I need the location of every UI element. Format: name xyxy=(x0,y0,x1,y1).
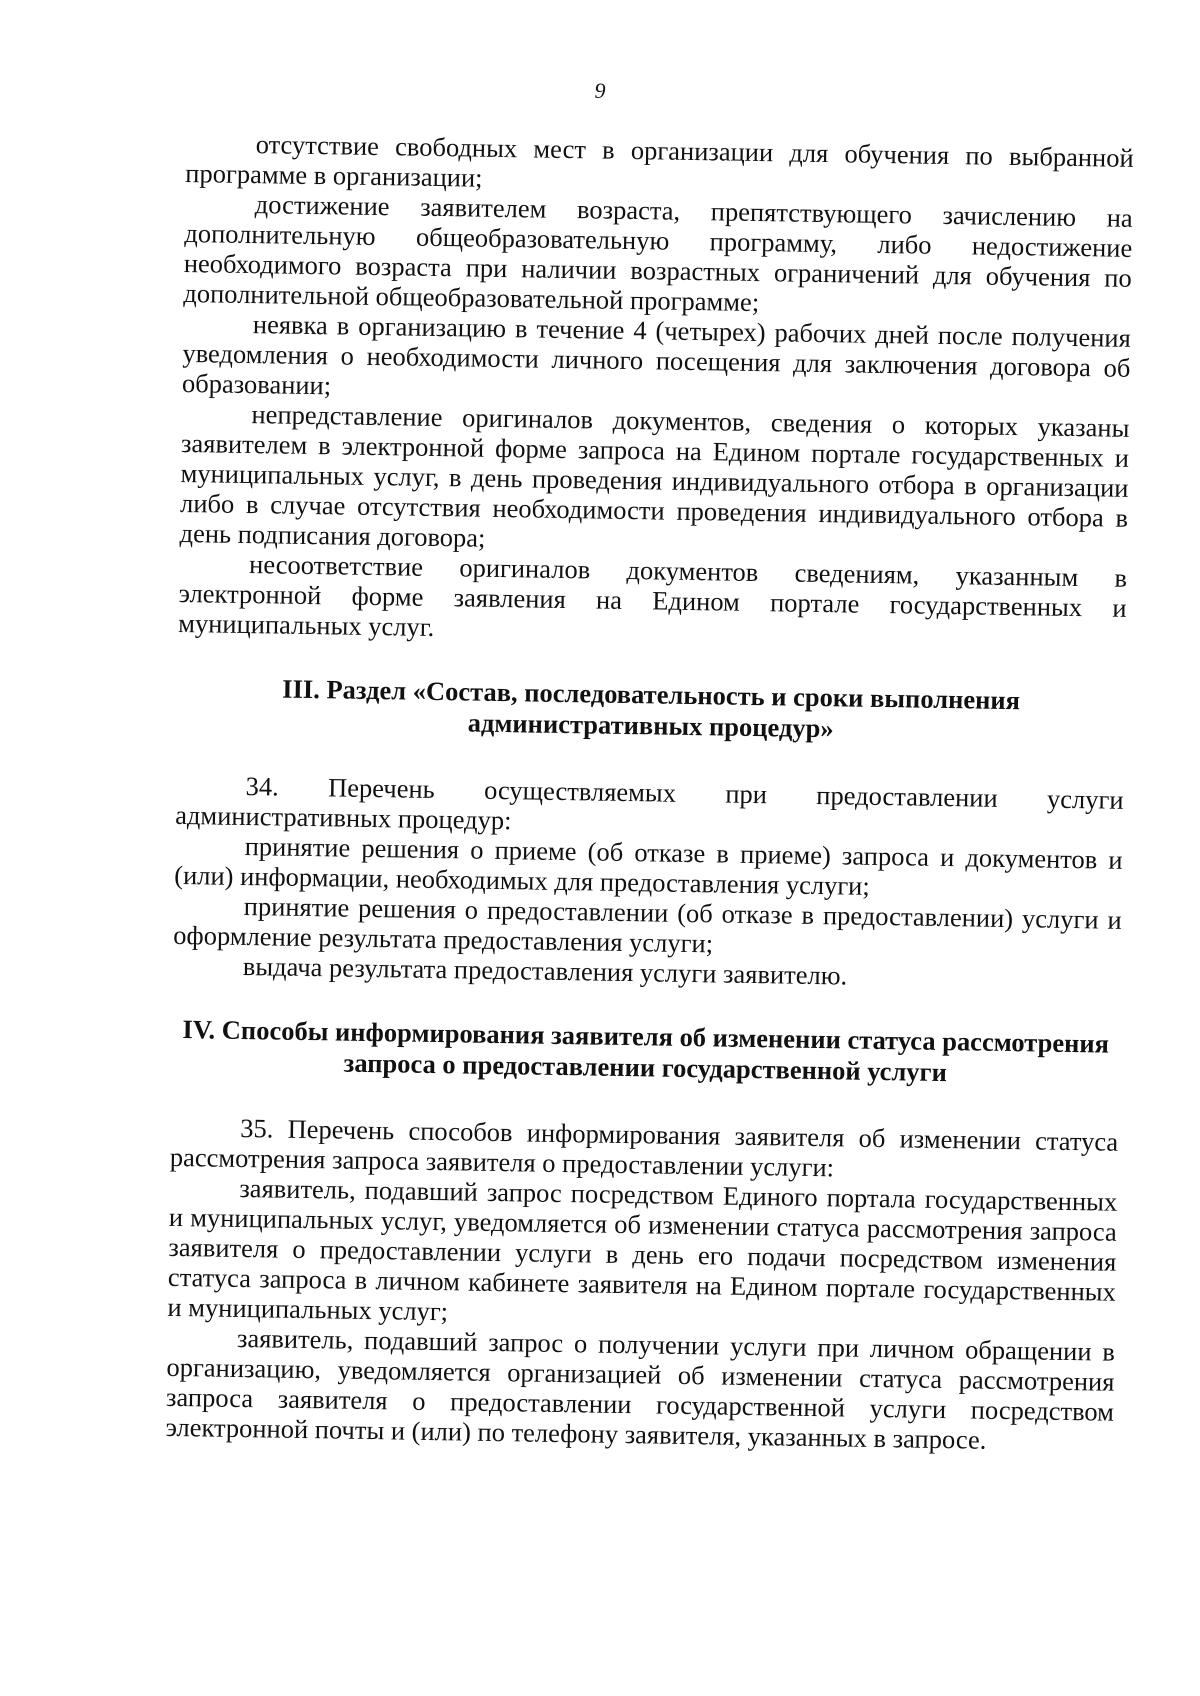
paragraph-no-show: неявка в организацию в течение 4 (четырех) рабочих дней после получения уведомления о необходимости личного посещения для заключения договора об образовании; xyxy=(181,309,1132,401)
section-4-heading-line-2: запроса о предоставлении государственной услуги xyxy=(343,1047,948,1088)
page-number: 9 xyxy=(594,78,606,103)
paragraph-notify-via-portal: заявитель, подавший запрос посредством Единого портала государственных и муниципальных услуг, уведомляется об изменении статуса рассмотрения запроса заявителя о предоставлении услуги в день его подачи посредством изменения статуса запроса в личном кабинете заявителя на Едином портале государственных и муниципальных услуг; xyxy=(167,1172,1118,1327)
document-body xyxy=(165,128,1134,1457)
section-4-heading-line-1: IV. Способы информирования заявителя об изменении статуса рассмотрения xyxy=(182,1014,1110,1059)
paragraph-procedure-issue-result: выдача результата предоставления услуги заявителю. xyxy=(242,950,848,991)
section-4-heading xyxy=(171,1014,1120,1091)
paragraph-no-vacancies: отсутствие свободных мест в организации для обучения по выбранной программе в организации; xyxy=(185,129,1134,193)
section-3-heading xyxy=(176,672,1125,749)
section-3-heading-line-1: III. Раздел «Состав, последовательность и сроки выполнения xyxy=(282,673,1021,716)
paragraph-35-notification-methods: 35. Перечень способов информирования заявителя об изменении статуса рассмотрения запроса заявителя о предоставлении услуги: xyxy=(169,1112,1119,1183)
paragraph-procedure-accept-request: принятие решения о приеме (об отказе в приеме) запроса и документов и (или) информации, необходимых для предоставления услуги; xyxy=(174,831,1123,901)
paragraph-mismatch: несоответствие оригиналов документов сведениям, указанным в электронной форме заявления на Едином портале государственных и муниципальных услуг. xyxy=(177,549,1128,642)
paragraph-procedure-decision: принятие решения о предоставлении (об отказе в предоставлении) услуги и оформление результата предоставления услуги; xyxy=(173,891,1122,959)
paragraph-notify-in-person: заявитель, подавший запрос о получении услуги при личном обращении в организацию, уведомляется организацией об изменении статуса рассмотрения запроса заявителя о предоставлении государственной услуги посредством электронной почты и (или) по телефону заявителя, указанных в запросе. xyxy=(165,1322,1116,1455)
paragraph-age-restriction: достижение заявителем возраста, препятствующего зачислению на дополнительную общеобразовательную программу, либо недостижение необходимого возраста при наличии возрастных ограничений для обучения по дополнительной общеобразовательной программе; xyxy=(183,189,1133,318)
paragraph-34-list-of-procedures: 34. Перечень осуществляемых при предоставлении услуги административных процедур: xyxy=(174,771,1124,836)
section-3-heading-line-2: административных процедур» xyxy=(467,707,834,744)
paragraph-no-originals: непредставление оригиналов документов, сведения о которых указаны заявителем в электронной форме запроса на Едином портале государственных и муниципальных услуг, в день проведения индивидуального отбора в организации либо в случае отсутствия необходимости проведения индивидуального отбора в день подписания договора; xyxy=(179,399,1130,553)
